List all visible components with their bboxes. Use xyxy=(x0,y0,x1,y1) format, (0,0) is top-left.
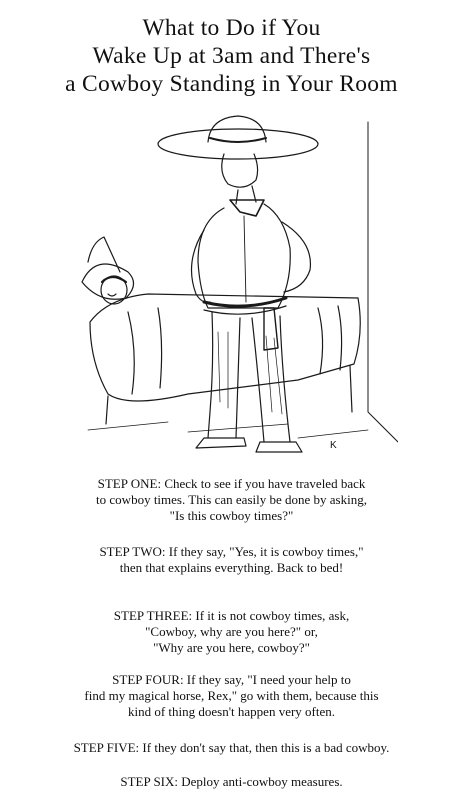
step-line: STEP FIVE: If they don't say that, then this is a bad cowboy. xyxy=(73,740,390,755)
step-five xyxy=(0,740,463,756)
step-line: "Is this cowboy times?" xyxy=(169,508,294,523)
step-line: STEP SIX: Deploy anti-cowboy measures. xyxy=(120,774,343,789)
step-line: kind of thing doesn't happen very often. xyxy=(127,704,336,719)
step-line: "Why are you here, cowboy?" xyxy=(153,640,310,655)
cowboy-right-leg xyxy=(252,318,264,442)
step-line: then that explains everything. Back to bed! xyxy=(119,560,344,575)
step-four xyxy=(0,672,463,720)
step-line: STEP FOUR: If they say, "I need your help to xyxy=(112,672,351,687)
page-title xyxy=(0,14,463,98)
title-line-2: Wake Up at 3am and There's xyxy=(92,43,371,69)
title-line-1: What to Do if You xyxy=(142,15,321,41)
cowboy-right-boot xyxy=(256,442,302,452)
room-wall-line xyxy=(368,122,398,442)
step-line: STEP THREE: If it is not cowboy times, ask, xyxy=(113,608,350,623)
cowboy-left-boot xyxy=(196,438,246,448)
step-one xyxy=(0,476,463,524)
bed-blanket xyxy=(90,294,360,401)
cowboy-holster xyxy=(264,308,278,350)
cowboy-bedroom-illustration xyxy=(68,112,398,460)
step-two xyxy=(0,544,463,576)
title-line-3: a Cowboy Standing in Your Room xyxy=(65,71,398,97)
step-line: to cowboy times. This can easily be done by asking, xyxy=(96,492,367,507)
step-line: "Cowboy, why are you here?" or, xyxy=(145,624,318,639)
floor-hatching xyxy=(88,422,368,438)
step-line: STEP TWO: If they say, "Yes, it is cowboy times," xyxy=(99,544,364,559)
step-three xyxy=(0,608,463,656)
cowboy-belt xyxy=(204,298,286,306)
artist-signature: K xyxy=(330,440,337,451)
step-six xyxy=(0,774,463,790)
step-line: STEP ONE: Check to see if you have traveled back xyxy=(97,476,366,491)
step-line: find my magical horse, Rex," go with them, because this xyxy=(84,688,379,703)
bed-headboard xyxy=(88,237,120,272)
cowboy-left-leg xyxy=(208,312,213,438)
cowboy-neckerchief xyxy=(230,200,264,216)
cowboy-hat-brim xyxy=(158,129,318,159)
